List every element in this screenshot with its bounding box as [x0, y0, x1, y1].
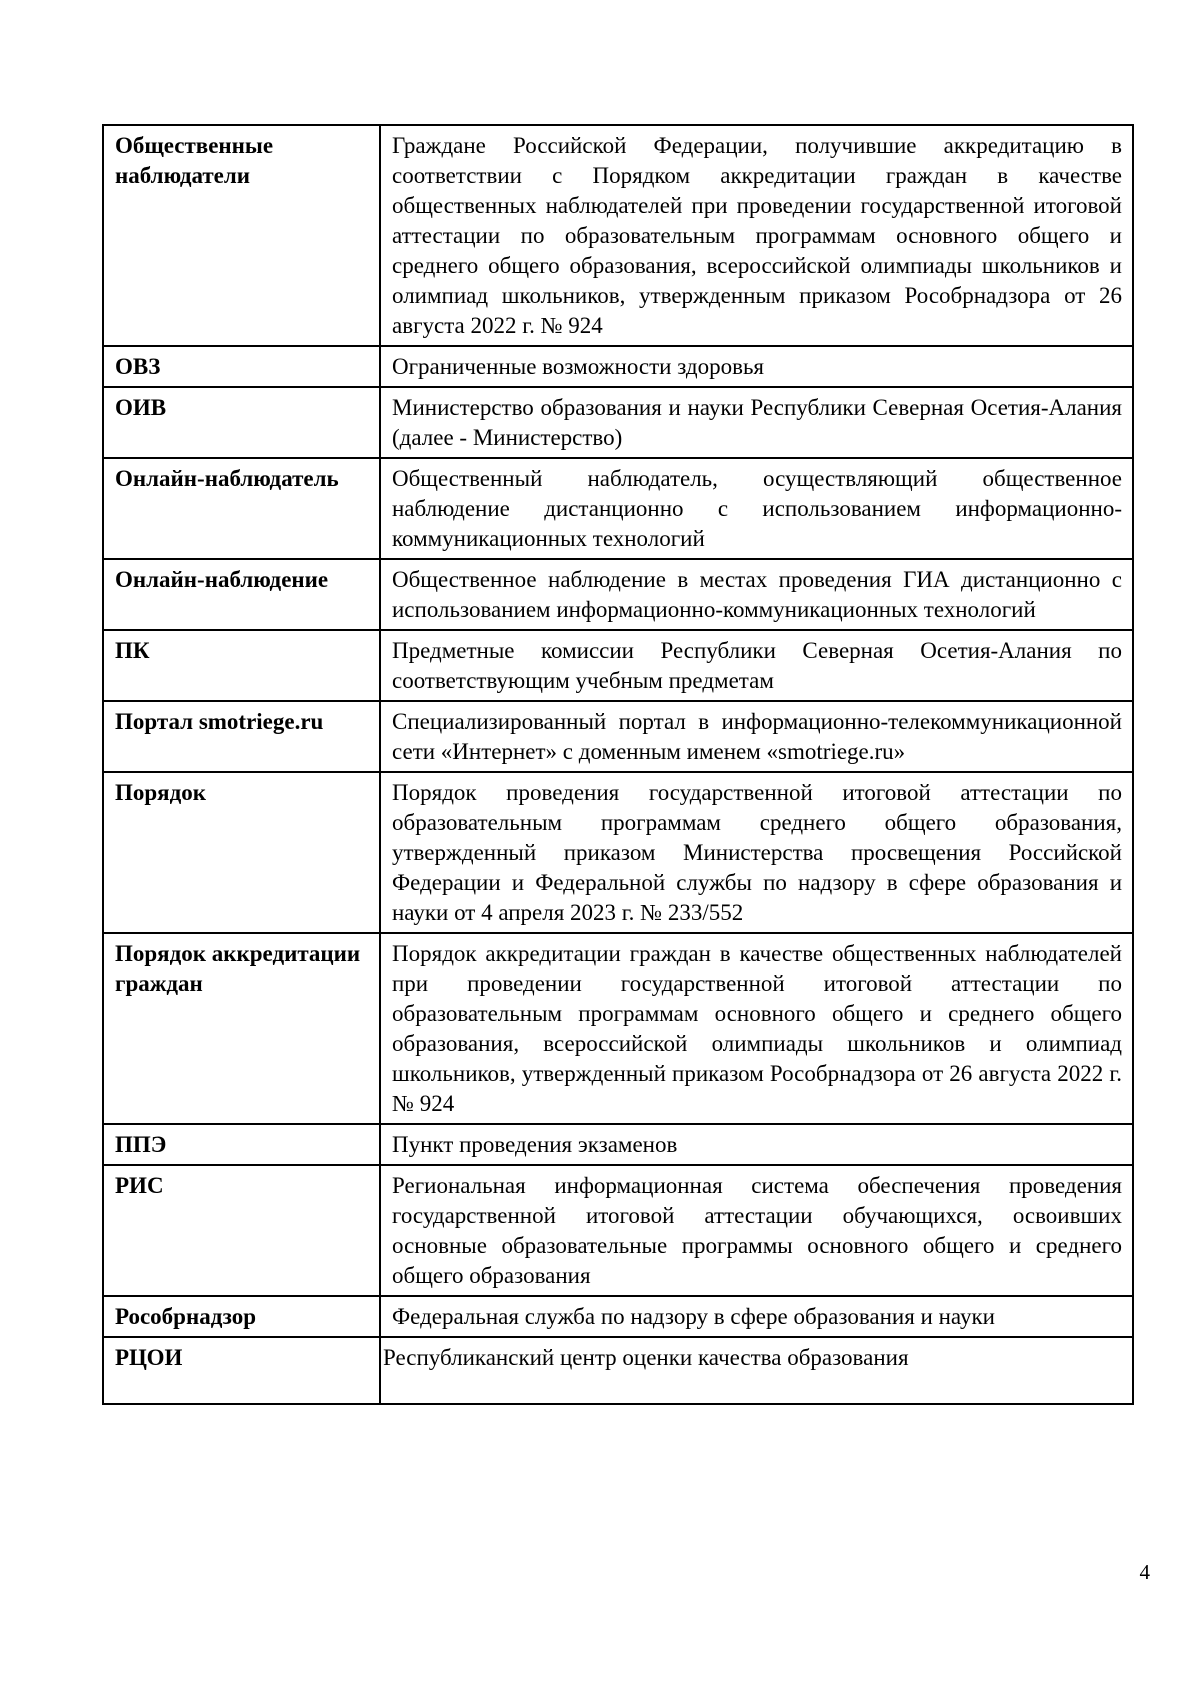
table-row: [103, 125, 1133, 346]
definition-cell: Республиканский центр оценки качества образования: [380, 1337, 1133, 1404]
table-row: [103, 346, 1133, 387]
definition-cell: Предметные комиссии Республики Северная Осетия-Алания по соответствующим учебным предметам: [380, 630, 1133, 701]
table-row: [103, 458, 1133, 559]
definition-cell: Пункт проведения экзаменов: [380, 1124, 1133, 1165]
term-cell: Рособрнадзор: [103, 1296, 380, 1337]
table-row: [103, 387, 1133, 458]
table-row: [103, 1165, 1133, 1296]
table-row: [103, 701, 1133, 772]
table-row: [103, 1296, 1133, 1337]
term-cell: Онлайн-наблюдение: [103, 559, 380, 630]
term-cell: ОИВ: [103, 387, 380, 458]
term-cell: ПК: [103, 630, 380, 701]
glossary-table: [102, 124, 1134, 1405]
table-row: [103, 559, 1133, 630]
definition-cell: Общественный наблюдатель, осуществляющий общественное наблюдение дистанционно с использованием информационно-коммуникационных технологий: [380, 458, 1133, 559]
definition-cell: Региональная информационная система обеспечения проведения государственной итоговой аттестации обучающихся, освоивших основные образовательные программы основного общего и среднего общего образования: [380, 1165, 1133, 1296]
term-cell: РЦОИ: [103, 1337, 380, 1404]
term-cell: РИС: [103, 1165, 380, 1296]
definition-cell: Общественное наблюдение в местах проведения ГИА дистанционно с использованием информационно-коммуникационных технологий: [380, 559, 1133, 630]
term-cell: Онлайн-наблюдатель: [103, 458, 380, 559]
definition-cell: Ограниченные возможности здоровья: [380, 346, 1133, 387]
term-cell: ОВЗ: [103, 346, 380, 387]
term-cell: Общественные наблюдатели: [103, 125, 380, 346]
term-cell: ППЭ: [103, 1124, 380, 1165]
definition-cell: Специализированный портал в информационно-телекоммуникационной сети «Интернет» с доменным именем «smotriege.ru»: [380, 701, 1133, 772]
term-cell: Портал smotriege.ru: [103, 701, 380, 772]
term-cell: Порядок: [103, 772, 380, 933]
term-cell: Порядок аккредитации граждан: [103, 933, 380, 1124]
definition-cell: Федеральная служба по надзору в сфере образования и науки: [380, 1296, 1133, 1337]
definition-cell: Граждане Российской Федерации, получившие аккредитацию в соответствии с Порядком аккредитации граждан в качестве общественных наблюдателей при проведении государственной итоговой аттестации по образовательным программам основного общего и среднего общего образования, всероссийской олимпиады школьников и олимпиад школьников, утвержденным приказом Рособрнадзора от 26 августа 2022 г. № 924: [380, 125, 1133, 346]
table-row: [103, 1124, 1133, 1165]
page-number: 4: [1139, 1560, 1150, 1584]
definition-cell: Порядок аккредитации граждан в качестве общественных наблюдателей при проведении государственной итоговой аттестации по образовательным программам основного общего и среднего общего образования, всероссийской олимпиады школьников и олимпиад школьников, утвержденный приказом Рособрнадзора от 26 августа 2022 г. № 924: [380, 933, 1133, 1124]
definition-cell: Порядок проведения государственной итоговой аттестации по образовательным программам среднего общего образования, утвержденный приказом Министерства просвещения Российской Федерации и Федеральной службы по надзору в сфере образования и науки от 4 апреля 2023 г. № 233/552: [380, 772, 1133, 933]
table-row: [103, 630, 1133, 701]
table-row: [103, 1337, 1133, 1404]
table-row: [103, 933, 1133, 1124]
table-row: [103, 772, 1133, 933]
definition-cell: Министерство образования и науки Республики Северная Осетия-Алания (далее - Министерство): [380, 387, 1133, 458]
